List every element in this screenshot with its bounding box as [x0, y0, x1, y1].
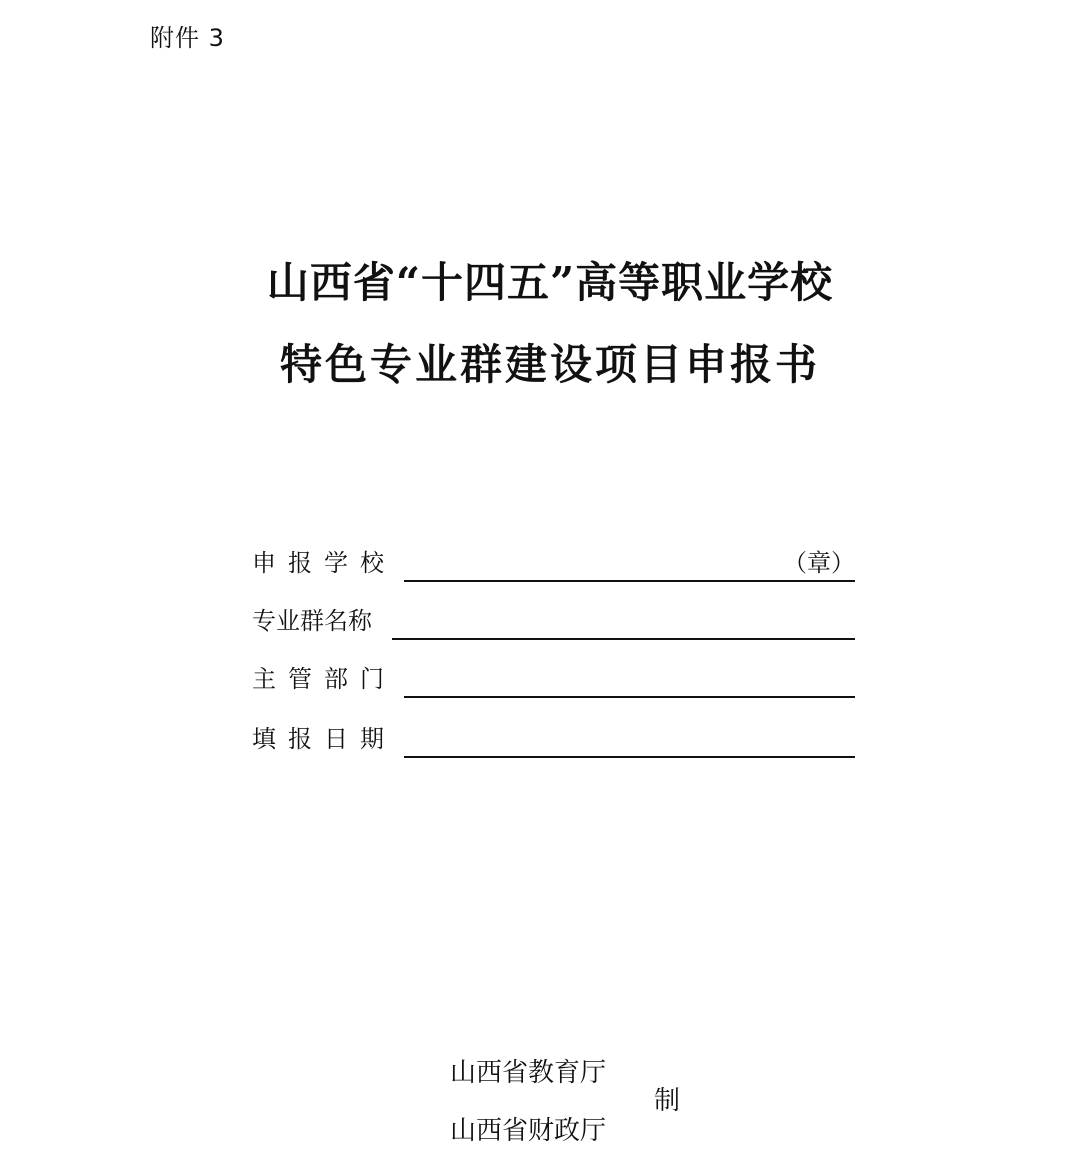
department-label: 主管部门	[252, 665, 396, 693]
document-title-line-2: 特色专业群建设项目申报书	[279, 340, 820, 389]
department-input-line[interactable]	[404, 696, 855, 698]
field-row-school	[252, 542, 855, 582]
issuer-finance-dept: 山西省财政厅	[450, 1116, 607, 1146]
field-row-department	[252, 658, 855, 698]
group-name-label: 专业群名称	[252, 607, 372, 635]
field-row-date	[252, 718, 855, 758]
date-label: 填报日期	[252, 725, 396, 753]
field-row-group-name	[252, 600, 855, 640]
group-name-input-line[interactable]	[392, 638, 855, 640]
school-input-line[interactable]	[404, 580, 855, 582]
document-title-line-1: 山西省“十四五”高等职业学校	[266, 258, 834, 307]
made-by-label: 制	[654, 1086, 681, 1116]
school-label: 申报学校	[252, 549, 396, 577]
attachment-label: 附件 3	[150, 24, 225, 52]
date-input-line[interactable]	[404, 756, 855, 758]
issuer-education-dept: 山西省教育厅	[450, 1058, 607, 1088]
seal-marker: （章）	[783, 549, 855, 577]
